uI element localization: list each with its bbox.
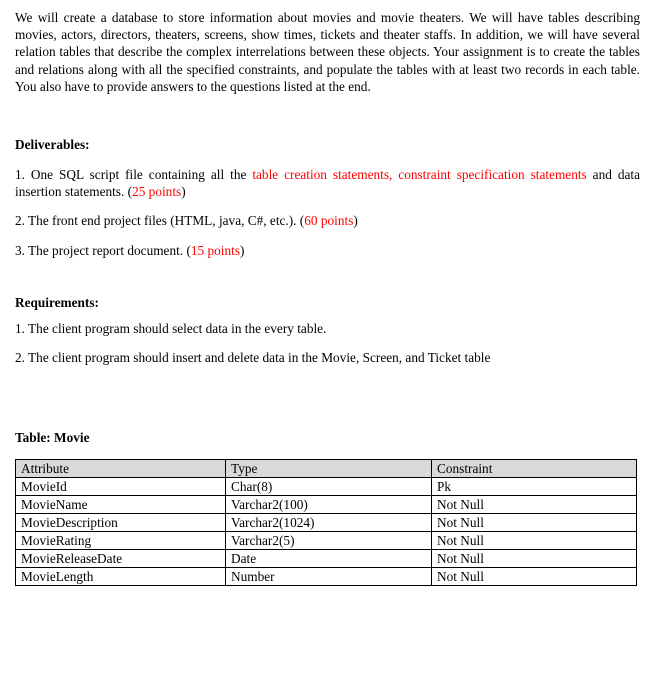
cell-constraint: Not Null — [432, 496, 637, 514]
spacer — [15, 95, 640, 137]
column-header-attribute: Attribute — [16, 460, 226, 478]
table-row — [16, 514, 637, 532]
table-row — [16, 532, 637, 550]
deliverable-3-suffix: ) — [240, 242, 245, 258]
cell-attribute: MovieRating — [16, 532, 226, 550]
spacer — [15, 153, 640, 162]
cell-constraint: Not Null — [432, 550, 637, 568]
cell-attribute: MovieLength — [16, 568, 226, 586]
table-body — [16, 478, 637, 586]
column-header-type: Type — [226, 460, 432, 478]
requirement-item-2: 2. The client program should insert and delete data in the Movie, Screen, and Ticket table — [15, 350, 491, 366]
deliverable-item-1 — [15, 162, 640, 200]
spacer — [15, 200, 640, 212]
deliverable-2-suffix: ) — [353, 213, 358, 229]
deliverable-2-points: 60 points — [304, 213, 354, 229]
spacer — [15, 259, 640, 295]
cell-type: Date — [226, 550, 432, 568]
cell-type: Varchar2(5) — [226, 532, 432, 550]
cell-type: Varchar2(1024) — [226, 514, 432, 532]
cell-attribute: MovieReleaseDate — [16, 550, 226, 568]
cell-constraint: Not Null — [432, 568, 637, 586]
cell-constraint: Not Null — [432, 532, 637, 550]
deliverables-heading: Deliverables: — [15, 137, 90, 153]
movie-table-title: Table: Movie — [15, 430, 90, 446]
requirements-heading: Requirements: — [15, 294, 99, 310]
table-header — [16, 460, 637, 478]
table-row — [16, 496, 637, 514]
deliverable-3-points: 15 points — [190, 242, 241, 258]
cell-constraint: Pk — [432, 478, 637, 496]
table-header-row — [16, 460, 637, 478]
deliverable-item-3 — [15, 242, 640, 259]
requirement-item-1: 1. The client program should select data in the every table. — [15, 320, 327, 336]
intro-paragraph: We will create a database to store information about movies and movie theaters. We will have tables describing movies, actors, directors, theaters, screens, show times, tickets and theater staffs. In addition, we will have several relation tables that describe the complex interrelations between these objects. Your assignment is to create the tables and relations along with all the specified constraints, and populate the tables with at least two records in each table. You also have to provide answers to the questions listed at the end. — [15, 10, 640, 94]
spacer — [15, 446, 640, 459]
table-row — [16, 568, 637, 586]
spacer — [15, 337, 640, 349]
deliverable-1-suffix: ) — [181, 184, 186, 200]
deliverable-item-2 — [15, 212, 640, 229]
cell-attribute: MovieName — [16, 496, 226, 514]
cell-constraint: Not Null — [432, 514, 637, 532]
spacer — [15, 366, 640, 430]
cell-attribute: MovieDescription — [16, 514, 226, 532]
deliverable-3-prefix: 3. The project report document. ( — [15, 242, 191, 258]
deliverable-1-prefix: 1. One SQL script file containing all the — [15, 167, 253, 183]
column-header-constraint: Constraint — [432, 460, 637, 478]
deliverable-1-highlight: table creation statements, constraint specification statements — [252, 167, 587, 183]
deliverable-2-prefix: 2. The front end project files (HTML, java, C#, etc.). ( — [15, 213, 305, 229]
spacer — [15, 230, 640, 242]
table-row — [16, 550, 637, 568]
deliverable-1-points: 25 points — [132, 184, 182, 200]
table-row — [16, 478, 637, 496]
deliverable-1-middle: and data insertion statements. ( — [15, 167, 640, 200]
cell-type: Char(8) — [226, 478, 432, 496]
cell-type: Varchar2(100) — [226, 496, 432, 514]
cell-attribute: MovieId — [16, 478, 226, 496]
cell-type: Number — [226, 568, 432, 586]
spacer — [15, 311, 640, 320]
movie-schema-table — [15, 459, 637, 586]
